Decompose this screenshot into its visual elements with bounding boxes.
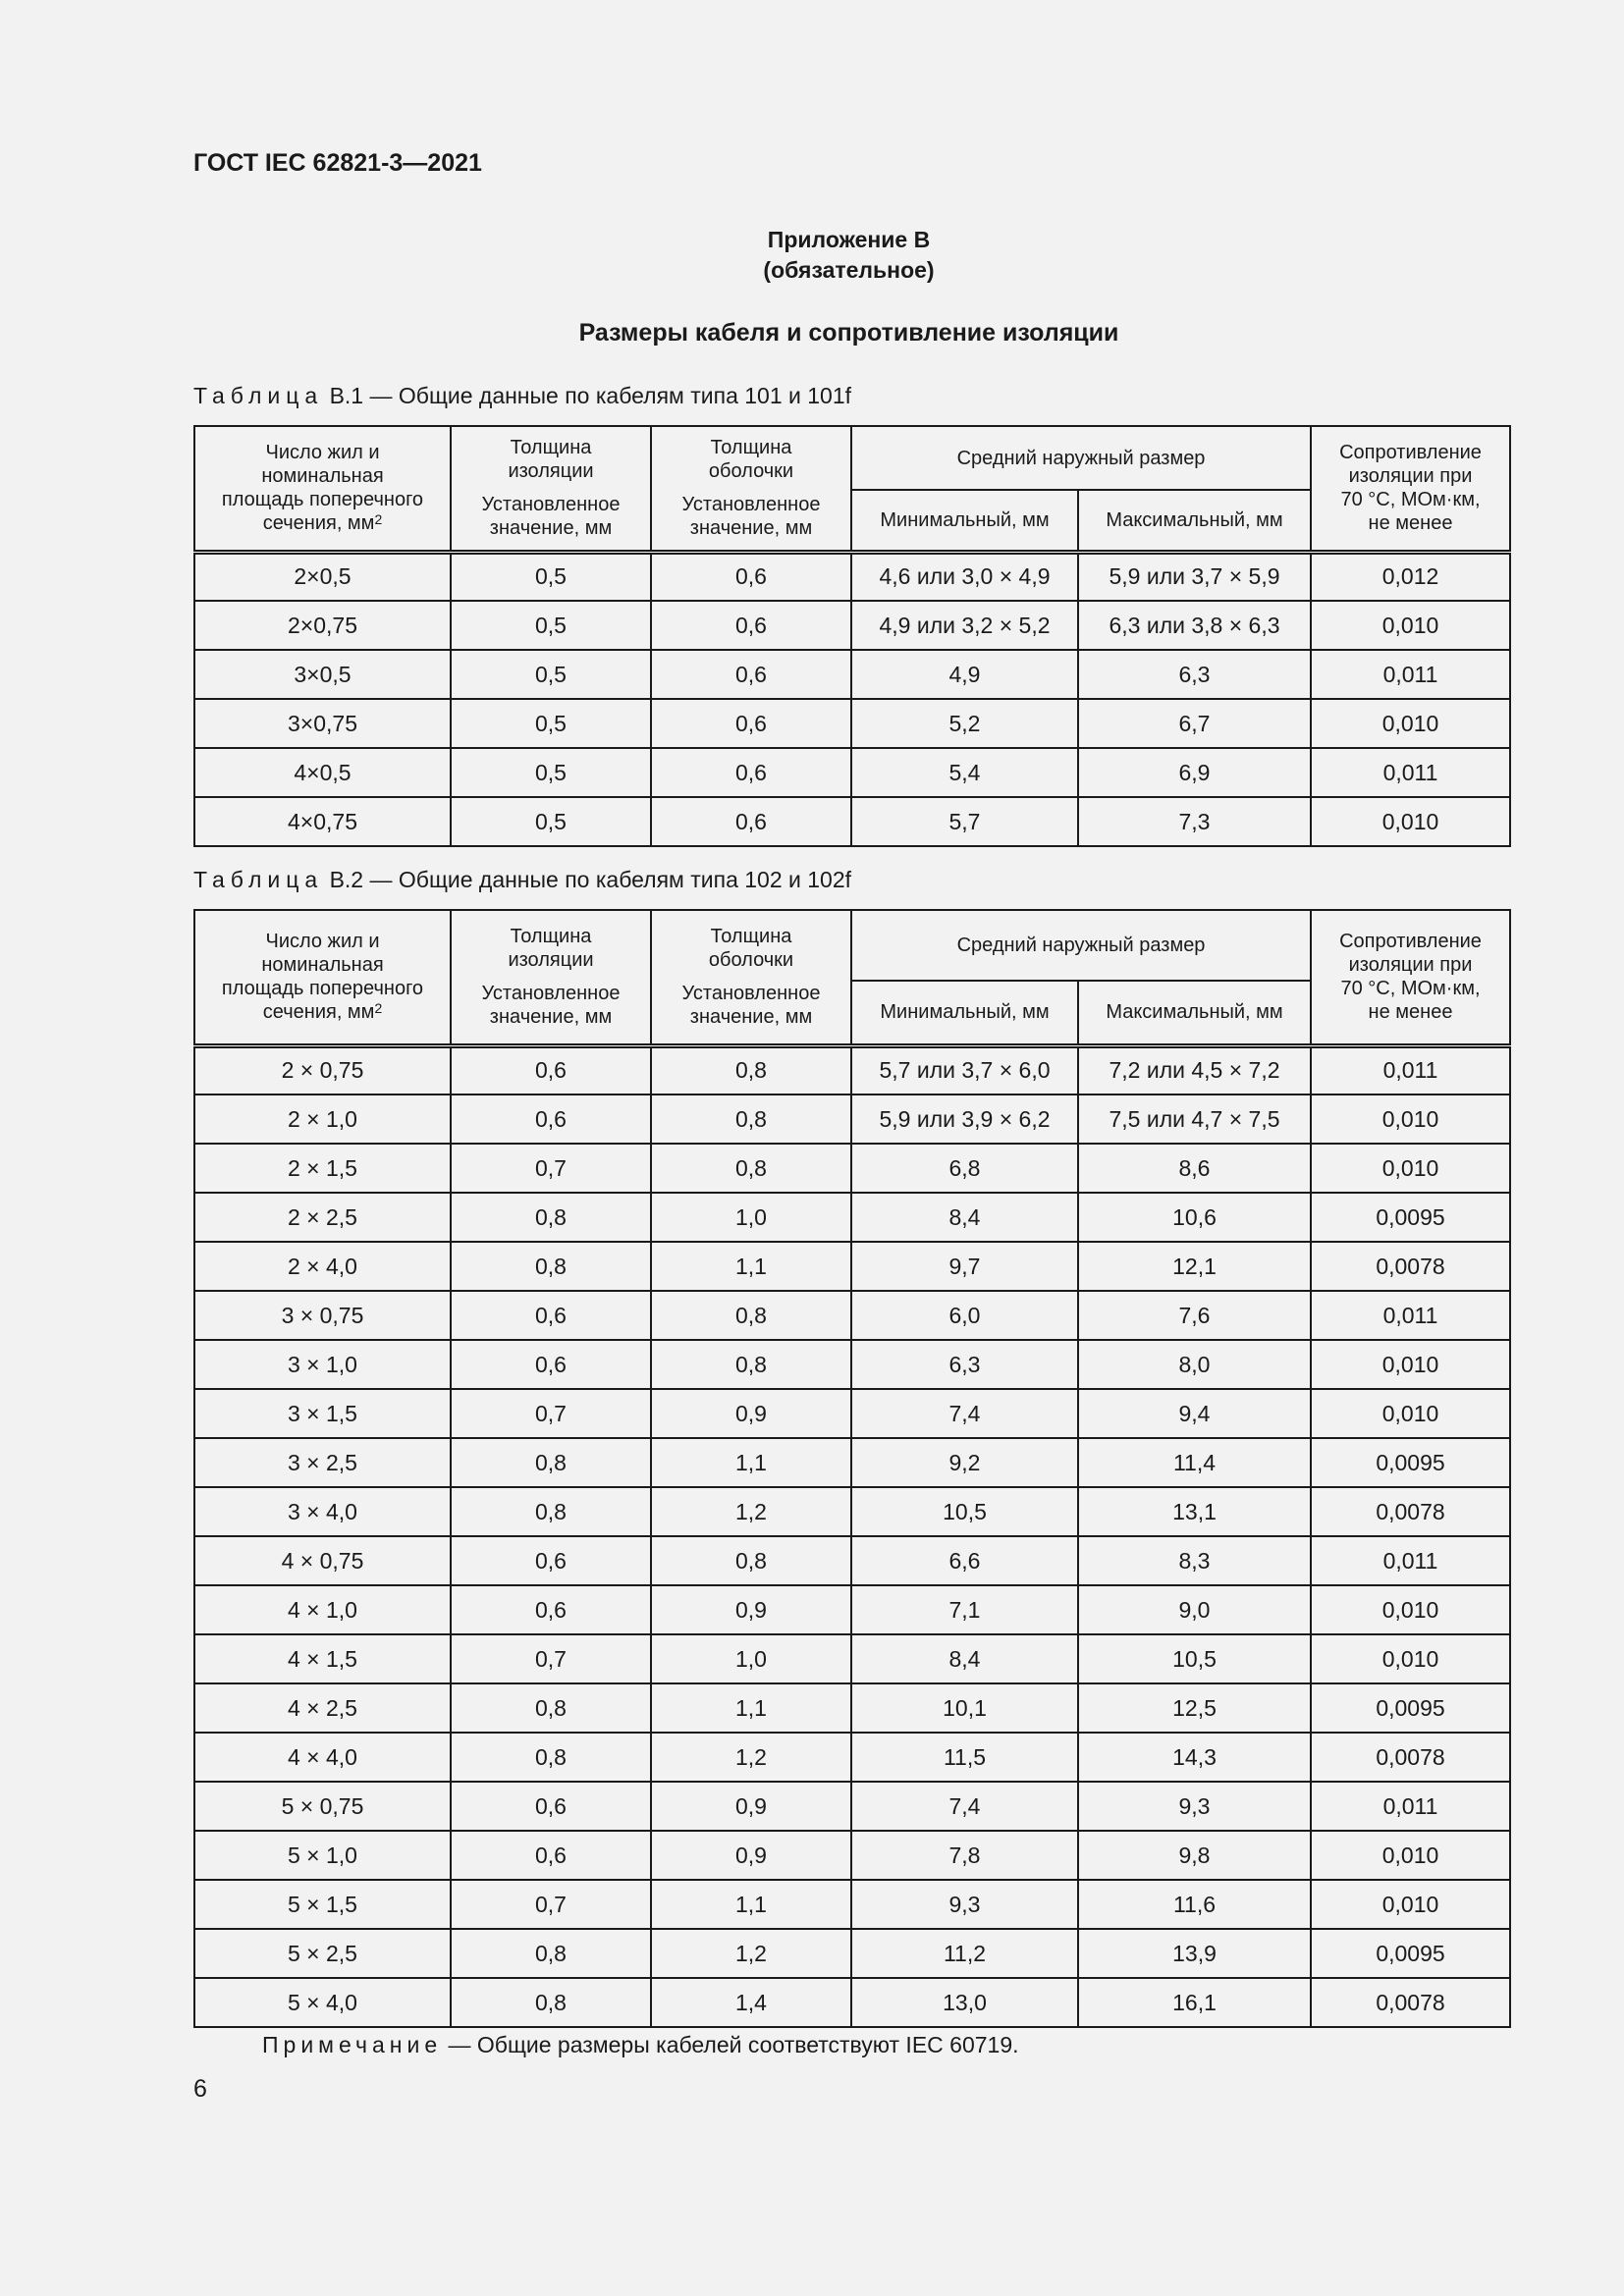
table-row [194, 1733, 1510, 1782]
cell-cores: 4×0,75 [194, 797, 451, 846]
cell-insulation: 0,7 [451, 1880, 651, 1929]
cell-sheath: 0,6 [651, 797, 851, 846]
table-row [194, 1291, 1510, 1340]
page-number: 6 [193, 2075, 207, 2103]
table-row [194, 552, 1510, 601]
cell-resistance: 0,0095 [1311, 1683, 1510, 1733]
cell-min: 11,2 [851, 1929, 1078, 1978]
table-row [194, 1095, 1510, 1144]
cell-sheath: 1,0 [651, 1634, 851, 1683]
cell-insulation: 0,7 [451, 1634, 651, 1683]
cell-resistance: 0,010 [1311, 601, 1510, 650]
table-b1-caption-prefix: Таблица [193, 383, 324, 408]
cell-min: 7,8 [851, 1831, 1078, 1880]
table-row [194, 650, 1510, 699]
cell-sheath: 1,0 [651, 1193, 851, 1242]
section-title: Размеры кабеля и сопротивление изоляции [578, 319, 1119, 347]
cell-resistance: 0,011 [1311, 748, 1510, 797]
annex-heading [0, 225, 1624, 286]
cell-min: 9,7 [851, 1242, 1078, 1291]
cell-resistance: 0,010 [1311, 1585, 1510, 1634]
cell-min: 7,4 [851, 1782, 1078, 1831]
cell-resistance: 0,0095 [1311, 1438, 1510, 1487]
table-row [194, 1880, 1510, 1929]
cell-sheath: 0,9 [651, 1831, 851, 1880]
cell-max: 13,9 [1078, 1929, 1311, 1978]
cell-cores: 2 × 2,5 [194, 1193, 451, 1242]
cell-sheath: 1,4 [651, 1978, 851, 2027]
cell-sheath: 0,9 [651, 1782, 851, 1831]
table-row [194, 1045, 1510, 1095]
cell-min: 8,4 [851, 1193, 1078, 1242]
cell-insulation: 0,5 [451, 552, 651, 601]
cell-sheath: 0,9 [651, 1389, 851, 1438]
header-outer-size: Средний наружный размер [851, 426, 1311, 490]
cell-sheath: 1,1 [651, 1242, 851, 1291]
cell-sheath: 0,8 [651, 1095, 851, 1144]
cell-resistance: 0,011 [1311, 650, 1510, 699]
cell-min: 6,8 [851, 1144, 1078, 1193]
cell-max: 6,3 или 3,8 × 6,3 [1078, 601, 1311, 650]
table-b2 [193, 909, 1511, 2028]
cell-insulation: 0,6 [451, 1536, 651, 1585]
cell-cores: 3 × 1,5 [194, 1389, 451, 1438]
cell-insulation: 0,8 [451, 1929, 651, 1978]
table-row [194, 1831, 1510, 1880]
table-b2-caption-text: В.2 — Общие данные по кабелям типа 102 и 102f [323, 867, 852, 892]
cell-cores: 3 × 2,5 [194, 1438, 451, 1487]
cell-insulation: 0,8 [451, 1733, 651, 1782]
header-cores: Число жил и номинальная площадь поперечного сечения, $мм^2$ [194, 426, 451, 552]
cell-cores: 2 × 1,5 [194, 1144, 451, 1193]
cell-insulation: 0,6 [451, 1585, 651, 1634]
cell-min: 7,4 [851, 1389, 1078, 1438]
table-row [194, 1193, 1510, 1242]
cell-resistance: 0,011 [1311, 1782, 1510, 1831]
cell-max: 13,1 [1078, 1487, 1311, 1536]
cell-min: 10,1 [851, 1683, 1078, 1733]
cell-resistance: 0,010 [1311, 1880, 1510, 1929]
cell-cores: 2 × 1,0 [194, 1095, 451, 1144]
cell-max: 10,5 [1078, 1634, 1311, 1683]
cell-cores: 2 × 4,0 [194, 1242, 451, 1291]
header-sheath: Толщина оболочки Установленное значение, мм [651, 910, 851, 1045]
cell-insulation: 0,6 [451, 1782, 651, 1831]
cell-sheath: 1,2 [651, 1733, 851, 1782]
note-prefix: Примечание [262, 2032, 443, 2057]
table-b1 [193, 425, 1511, 847]
cell-cores: 3 × 1,0 [194, 1340, 451, 1389]
cell-resistance: 0,0078 [1311, 1978, 1510, 2027]
cell-cores: 2×0,5 [194, 552, 451, 601]
cell-min: 4,9 или 3,2 × 5,2 [851, 601, 1078, 650]
cell-sheath: 0,8 [651, 1045, 851, 1095]
cell-max: 7,6 [1078, 1291, 1311, 1340]
cell-sheath: 1,1 [651, 1438, 851, 1487]
annex-subtitle: (обязательное) [763, 257, 935, 283]
cell-max: 7,5 или 4,7 × 7,5 [1078, 1095, 1311, 1144]
cell-cores: 4×0,5 [194, 748, 451, 797]
cell-resistance: 0,011 [1311, 1045, 1510, 1095]
cell-sheath: 0,8 [651, 1144, 851, 1193]
cell-max: 8,3 [1078, 1536, 1311, 1585]
table-row [194, 1634, 1510, 1683]
header-min: Минимальный, мм [851, 981, 1078, 1045]
cell-max: 6,3 [1078, 650, 1311, 699]
cell-sheath: 0,6 [651, 552, 851, 601]
cell-cores: 4 × 4,0 [194, 1733, 451, 1782]
cell-max: 6,7 [1078, 699, 1311, 748]
cell-min: 11,5 [851, 1733, 1078, 1782]
cell-insulation: 0,8 [451, 1978, 651, 2027]
cell-resistance: 0,0078 [1311, 1487, 1510, 1536]
cell-min: 5,9 или 3,9 × 6,2 [851, 1095, 1078, 1144]
cell-cores: 5 × 1,0 [194, 1831, 451, 1880]
cell-resistance: 0,011 [1311, 1536, 1510, 1585]
cell-resistance: 0,011 [1311, 1291, 1510, 1340]
table-b1-caption-text: В.1 — Общие данные по кабелям типа 101 и 101f [323, 383, 852, 408]
cell-insulation: 0,6 [451, 1045, 651, 1095]
note-text: — Общие размеры кабелей соответствуют IEC 60719. [442, 2032, 1019, 2057]
table-row [194, 1487, 1510, 1536]
cell-insulation: 0,8 [451, 1438, 651, 1487]
cell-cores: 4 × 1,0 [194, 1585, 451, 1634]
cell-min: 9,3 [851, 1880, 1078, 1929]
header-max: Максимальный, мм [1078, 981, 1311, 1045]
cell-max: 14,3 [1078, 1733, 1311, 1782]
header-outer-size: Средний наружный размер [851, 910, 1311, 981]
cell-min: 4,9 [851, 650, 1078, 699]
cell-sheath: 0,8 [651, 1291, 851, 1340]
cell-max: 10,6 [1078, 1193, 1311, 1242]
table-row [194, 1782, 1510, 1831]
cell-max: 8,6 [1078, 1144, 1311, 1193]
table-row [194, 699, 1510, 748]
cell-min: 8,4 [851, 1634, 1078, 1683]
table-row [194, 1585, 1510, 1634]
cell-insulation: 0,6 [451, 1340, 651, 1389]
cell-min: 13,0 [851, 1978, 1078, 2027]
cell-insulation: 0,8 [451, 1683, 651, 1733]
cell-cores: 4 × 2,5 [194, 1683, 451, 1733]
cell-sheath: 1,1 [651, 1880, 851, 1929]
cell-resistance: 0,010 [1311, 1389, 1510, 1438]
cell-max: 7,2 или 4,5 × 7,2 [1078, 1045, 1311, 1095]
cell-sheath: 0,6 [651, 748, 851, 797]
cell-resistance: 0,010 [1311, 1340, 1510, 1389]
cell-max: 8,0 [1078, 1340, 1311, 1389]
cell-resistance: 0,010 [1311, 1144, 1510, 1193]
cell-min: 4,6 или 3,0 × 4,9 [851, 552, 1078, 601]
table-row [194, 748, 1510, 797]
cell-cores: 5 × 2,5 [194, 1929, 451, 1978]
cell-cores: 3×0,5 [194, 650, 451, 699]
cell-insulation: 0,5 [451, 748, 651, 797]
cell-resistance: 0,012 [1311, 552, 1510, 601]
table-row [194, 1683, 1510, 1733]
table-b2-caption [193, 867, 851, 893]
cell-resistance: 0,010 [1311, 1831, 1510, 1880]
cell-min: 5,7 или 3,7 × 6,0 [851, 1045, 1078, 1095]
cell-cores: 3 × 0,75 [194, 1291, 451, 1340]
annex-title: Приложение В [767, 227, 931, 252]
cell-min: 6,3 [851, 1340, 1078, 1389]
cell-sheath: 0,6 [651, 650, 851, 699]
cell-resistance: 0,0095 [1311, 1193, 1510, 1242]
cell-min: 10,5 [851, 1487, 1078, 1536]
cell-resistance: 0,0095 [1311, 1929, 1510, 1978]
cell-max: 11,6 [1078, 1880, 1311, 1929]
header-cores: Число жил и номинальная площадь поперечного сечения, $мм^2$ [194, 910, 451, 1045]
cell-insulation: 0,7 [451, 1144, 651, 1193]
cell-max: 9,4 [1078, 1389, 1311, 1438]
cell-resistance: 0,010 [1311, 699, 1510, 748]
cell-cores: 2×0,75 [194, 601, 451, 650]
table-row [194, 1144, 1510, 1193]
cell-insulation: 0,7 [451, 1389, 651, 1438]
table-b2-caption-prefix: Таблица [193, 867, 324, 892]
cell-insulation: 0,6 [451, 1291, 651, 1340]
table-b2-body [194, 1045, 1510, 2027]
cell-cores: 4 × 0,75 [194, 1536, 451, 1585]
cell-max: 11,4 [1078, 1438, 1311, 1487]
document-code: ГОСТ IEC 62821-3—2021 [193, 149, 482, 177]
cell-resistance: 0,0078 [1311, 1242, 1510, 1291]
cell-cores: 3×0,75 [194, 699, 451, 748]
cell-sheath: 0,9 [651, 1585, 851, 1634]
cell-min: 6,0 [851, 1291, 1078, 1340]
cell-max: 16,1 [1078, 1978, 1311, 2027]
cell-cores: 3 × 4,0 [194, 1487, 451, 1536]
cell-insulation: 0,6 [451, 1831, 651, 1880]
header-min: Минимальный, мм [851, 490, 1078, 552]
cell-cores: 5 × 0,75 [194, 1782, 451, 1831]
table-row [194, 601, 1510, 650]
table-row [194, 1242, 1510, 1291]
cell-max: 12,5 [1078, 1683, 1311, 1733]
cell-cores: 4 × 1,5 [194, 1634, 451, 1683]
cell-sheath: 0,8 [651, 1340, 851, 1389]
cell-insulation: 0,5 [451, 650, 651, 699]
cell-insulation: 0,8 [451, 1242, 651, 1291]
cell-insulation: 0,5 [451, 797, 651, 846]
header-max: Максимальный, мм [1078, 490, 1311, 552]
header-resistance: Сопротивление изоляции при 70 °С, МОм·км, не менее [1311, 910, 1510, 1045]
cell-cores: 5 × 4,0 [194, 1978, 451, 2027]
cell-resistance: 0,010 [1311, 797, 1510, 846]
cell-insulation: 0,5 [451, 601, 651, 650]
table-b1-caption [193, 383, 851, 409]
cell-sheath: 0,6 [651, 699, 851, 748]
cell-cores: 2 × 0,75 [194, 1045, 451, 1095]
table-row [194, 1978, 1510, 2027]
cell-resistance: 0,0078 [1311, 1733, 1510, 1782]
cell-resistance: 0,010 [1311, 1095, 1510, 1144]
cell-sheath: 0,8 [651, 1536, 851, 1585]
table-row [194, 1438, 1510, 1487]
cell-max: 7,3 [1078, 797, 1311, 846]
cell-max: 12,1 [1078, 1242, 1311, 1291]
cell-max: 5,9 или 3,7 × 5,9 [1078, 552, 1311, 601]
cell-max: 9,3 [1078, 1782, 1311, 1831]
cell-sheath: 1,2 [651, 1487, 851, 1536]
table-row [194, 1536, 1510, 1585]
cell-sheath: 1,1 [651, 1683, 851, 1733]
header-resistance: Сопротивление изоляции при 70 °С, МОм·км, не менее [1311, 426, 1510, 552]
cell-insulation: 0,8 [451, 1193, 651, 1242]
cell-min: 5,4 [851, 748, 1078, 797]
table-row [194, 1340, 1510, 1389]
header-sheath: Толщина оболочки Установленное значение, мм [651, 426, 851, 552]
cell-min: 9,2 [851, 1438, 1078, 1487]
cell-cores: 5 × 1,5 [194, 1880, 451, 1929]
cell-sheath: 1,2 [651, 1929, 851, 1978]
table-note [262, 2032, 1019, 2058]
cell-insulation: 0,8 [451, 1487, 651, 1536]
cell-min: 5,2 [851, 699, 1078, 748]
header-insulation: Толщина изоляции Установленное значение, мм [451, 910, 651, 1045]
cell-resistance: 0,010 [1311, 1634, 1510, 1683]
header-insulation: Толщина изоляции Установленное значение, мм [451, 426, 651, 552]
table-row [194, 1389, 1510, 1438]
cell-min: 5,7 [851, 797, 1078, 846]
cell-min: 7,1 [851, 1585, 1078, 1634]
table-row [194, 1929, 1510, 1978]
cell-sheath: 0,6 [651, 601, 851, 650]
cell-max: 9,8 [1078, 1831, 1311, 1880]
cell-max: 6,9 [1078, 748, 1311, 797]
cell-max: 9,0 [1078, 1585, 1311, 1634]
cell-insulation: 0,5 [451, 699, 651, 748]
cell-min: 6,6 [851, 1536, 1078, 1585]
cell-insulation: 0,6 [451, 1095, 651, 1144]
table-row [194, 797, 1510, 846]
